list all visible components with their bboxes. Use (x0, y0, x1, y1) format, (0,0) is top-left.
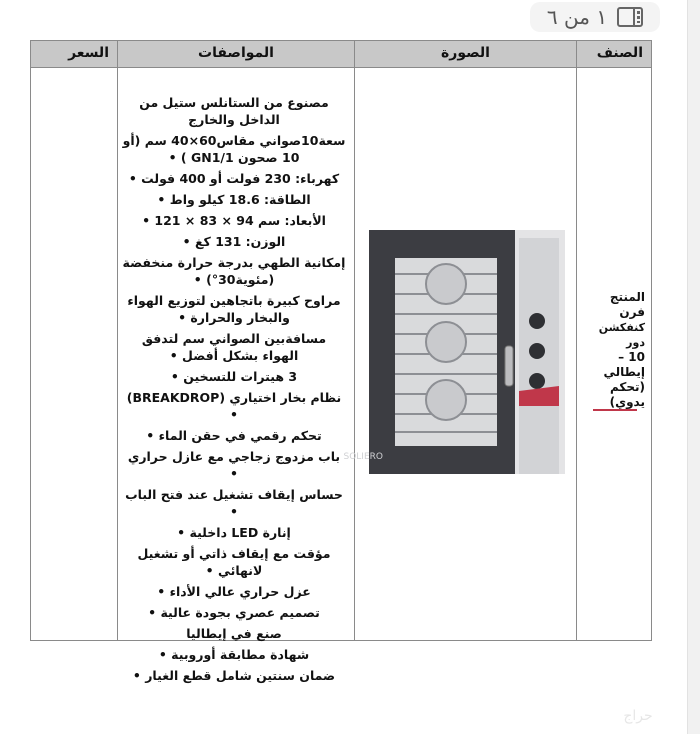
brand-logo: SOLIERO (343, 452, 383, 462)
oven-image (343, 226, 565, 474)
sidebar-toggle-icon[interactable] (617, 7, 643, 27)
spec-item: مسافةبين الصواني سم لتدفق الهواء بشكل أفضل • (122, 330, 346, 364)
red-underline (593, 409, 637, 411)
spec-item: حساس إيقاف تشغيل عند فتح الباب • (122, 486, 346, 520)
watermark-text: حراج (623, 708, 653, 724)
spec-item: الطاقة: 18.6 كيلو واط • (122, 191, 346, 208)
spec-item: كهرباء: 230 فولت أو 400 فولت • (122, 170, 346, 187)
control-knobs (529, 313, 545, 389)
category-line: كنفكشن دور (598, 321, 645, 349)
category-line: 10 – إيطالي (603, 350, 645, 379)
scrollbar[interactable] (687, 0, 700, 734)
spec-item: إنارة LED داخلية • (122, 524, 346, 541)
header-specs: المواصفات (118, 41, 355, 68)
oven-fans (426, 264, 466, 420)
spec-item: ضمان سنتين شامل قطع الغيار • (122, 667, 346, 684)
category-text (577, 290, 645, 410)
spec-item: مؤقت مع إيقاف ذاتي أو تشغيل لانهائي • (122, 545, 346, 579)
spec-item: مراوح كبيرة باتجاهين لتوزيع الهواء والبخار والحرارة • (122, 292, 346, 326)
image-cell (343, 68, 577, 641)
door-handle (505, 346, 513, 386)
spec-item: الوزن: 131 كغ • (122, 233, 346, 250)
page-indicator[interactable] (530, 2, 660, 32)
spec-item: نظام بخار اختياري (BREAKDROP) • (122, 389, 346, 423)
category-line: فرن (619, 305, 645, 319)
spec-item: مصنوع من الستانلس ستيل من الداخل والخارج (139, 95, 329, 127)
table-row (31, 68, 652, 641)
spec-item: تحكم رقمي في حقن الماء • (122, 427, 346, 444)
product-table (30, 40, 652, 683)
page-count: ١ من ٦ (546, 5, 608, 29)
spec-item: صنع في إيطاليا (186, 626, 282, 641)
spec-item: سعة10صواني مقاس60×40 سم (أو 10 صحون GN1/1 ) • (122, 132, 346, 166)
spec-item: الأبعاد: سم 94 × 83 × 121 • (122, 212, 346, 229)
spec-item: عزل حراري عالي الأداء • (122, 583, 346, 600)
header-price: السعر (31, 41, 118, 68)
specs-cell (118, 68, 355, 683)
haraj-watermark (598, 706, 678, 724)
spec-item: شهادة مطابقة أوروبية • (122, 646, 346, 663)
spec-item: 3 هيترات للتسخين • (122, 368, 346, 385)
specs-list (122, 94, 346, 688)
header-category: الصنف (577, 41, 652, 68)
price-cell (31, 68, 118, 641)
category-line: المنتج (609, 290, 645, 304)
spec-item: إمكانية الطهي بدرجة حرارة منخفضة (مئوية30°) • (122, 254, 346, 288)
category-line: (تحكم يدوي) (609, 380, 645, 409)
category-cell (577, 68, 652, 641)
spec-item: تصميم عصري بجودة عالية • (122, 604, 346, 621)
spec-item: باب مزدوج زجاجي مع عازل حراري • (122, 448, 346, 482)
table-header-row (31, 41, 652, 68)
header-image: الصورة (355, 41, 577, 68)
